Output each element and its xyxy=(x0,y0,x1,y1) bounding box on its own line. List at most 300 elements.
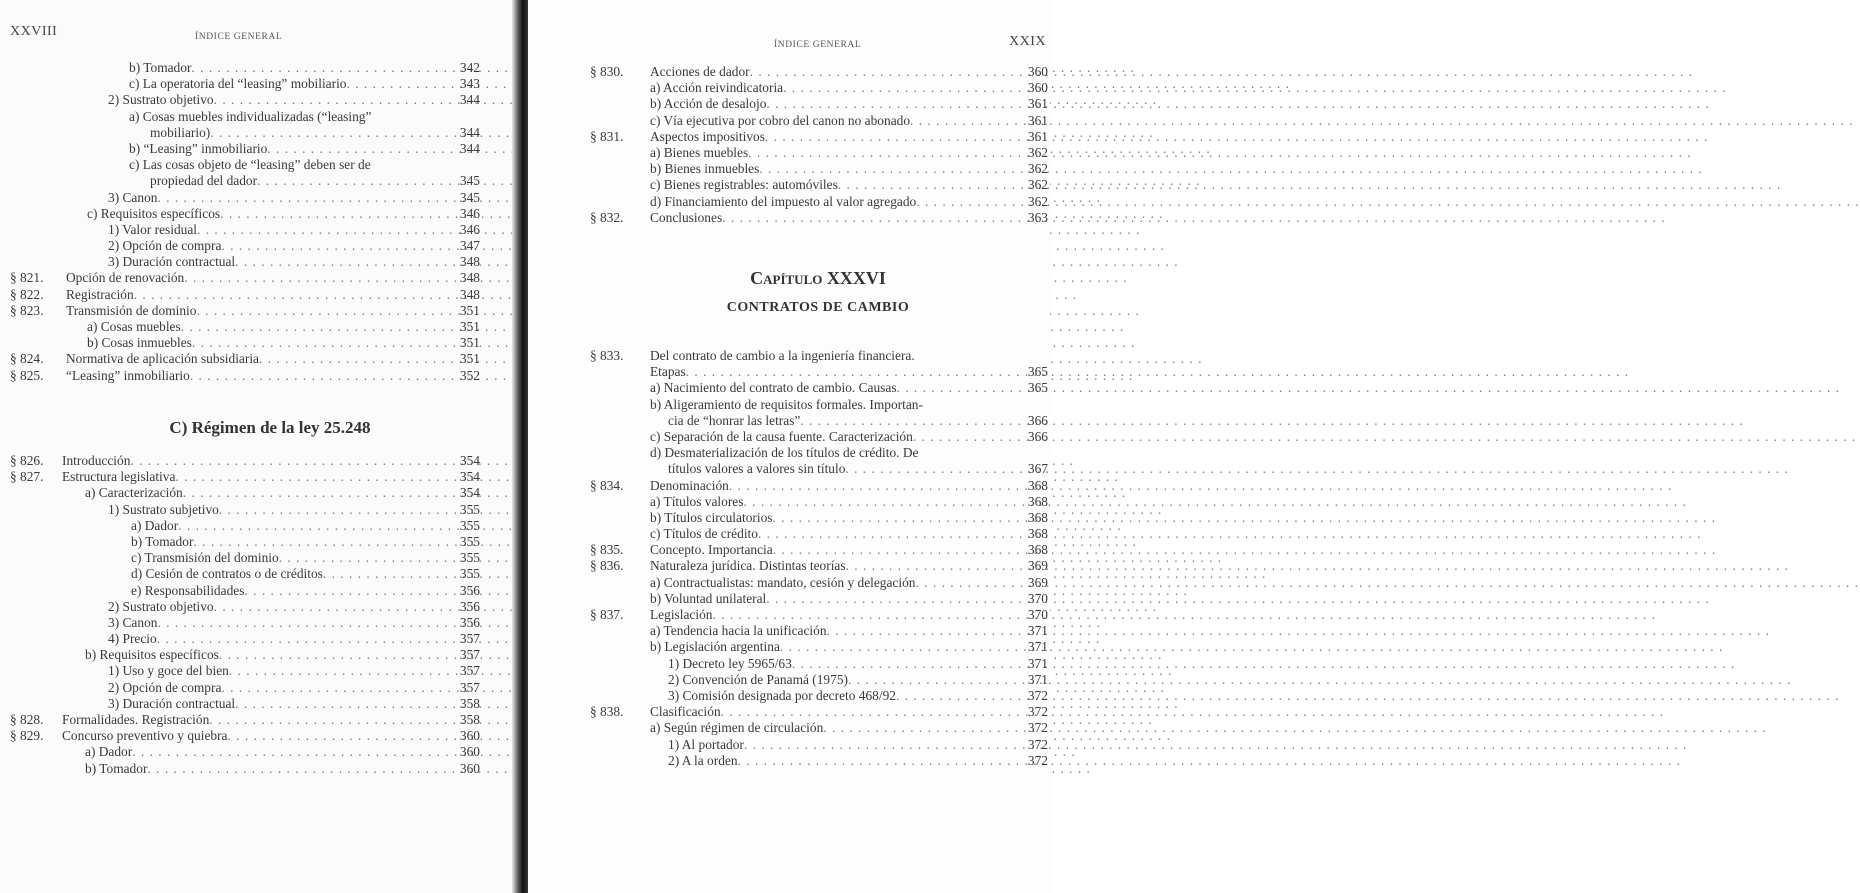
entry-title: c) La operatoria del “leasing” mobiliario xyxy=(129,76,347,92)
leader-dots xyxy=(197,222,452,238)
section-number: § 830. xyxy=(590,64,624,79)
entry-page-number: 342 xyxy=(459,60,480,75)
entry-page-number: 348 xyxy=(459,286,480,302)
toc-entry xyxy=(590,96,1048,112)
entry-page-number: 369 xyxy=(1027,574,1048,590)
toc-entry xyxy=(10,583,480,599)
toc-entry xyxy=(10,453,480,469)
toc-entry xyxy=(10,351,480,367)
entry-page-number: 361 xyxy=(1027,112,1048,128)
leader-dots xyxy=(214,599,452,615)
entry-title: d) Financiamiento del impuesto al valor agregado xyxy=(650,193,917,209)
entry-title: 3) Canon xyxy=(108,614,158,630)
entry-title: d) Cesión de contratos o de créditos xyxy=(131,566,323,582)
entry-title: Aspectos impositivos xyxy=(650,128,765,144)
entry-title: a) Tendencia hacia la unificación xyxy=(650,623,827,639)
leader-dots xyxy=(800,413,1020,429)
toc-entry xyxy=(10,696,480,712)
leader-dots xyxy=(209,712,452,728)
entry-page-number: 372 xyxy=(1027,687,1048,703)
toc-entry xyxy=(590,656,1048,672)
leader-dots xyxy=(157,631,452,647)
entry-page-number: 348 xyxy=(459,254,480,270)
toc-entry xyxy=(590,737,1048,753)
toc-entry xyxy=(10,502,480,518)
toc-entry xyxy=(590,145,1048,161)
leader-dots xyxy=(227,728,452,744)
entry-page-number: 357 xyxy=(459,663,480,679)
left-page xyxy=(0,0,520,893)
entry-title: Formalidades. Registración xyxy=(62,712,210,727)
entry-page-number: 357 xyxy=(459,631,480,647)
section-number: § 831. xyxy=(590,128,624,144)
section-number: § 823. xyxy=(10,302,44,318)
toc-entry xyxy=(10,518,480,534)
entry-title: b) “Leasing” inmobiliario xyxy=(129,140,268,156)
entry-title: b) Requisitos específicos xyxy=(85,647,219,663)
leader-dots xyxy=(780,639,1020,655)
section-number: § 825. xyxy=(10,367,44,383)
entry-page-number: 363 xyxy=(1027,209,1048,225)
entry-title: d) Desmaterialización de los títulos de crédito. De xyxy=(650,445,919,461)
entry-page-number: 360 xyxy=(1027,80,1048,96)
entry-title: Registración xyxy=(66,286,134,302)
entry-page-number: 360 xyxy=(459,728,480,744)
leader-dots xyxy=(235,696,452,712)
entry-page-number: 372 xyxy=(1027,704,1048,720)
entry-title: a) Bienes muebles xyxy=(650,144,749,160)
entry-title: Conclusiones xyxy=(650,209,723,225)
entry-page-number: 371 xyxy=(1027,623,1048,639)
left-page-number: XXVIII xyxy=(10,24,58,39)
toc-entry xyxy=(10,728,480,744)
entry-title: Concepto. Importancia xyxy=(650,542,773,558)
toc-entry xyxy=(590,688,1048,704)
entry-page-number: 348 xyxy=(459,270,480,286)
entry-page-number: 360 xyxy=(1027,64,1048,79)
entry-page-number: 368 xyxy=(1027,477,1048,493)
entry-page-number: 355 xyxy=(459,533,480,549)
leader-dots xyxy=(183,485,452,501)
toc-entry xyxy=(590,623,1048,639)
entry-title: 2) Sustrato objetivo xyxy=(108,92,214,108)
entry-title: a) Acción reivindicatoria xyxy=(650,80,784,96)
leader-dots xyxy=(750,64,1020,80)
entry-title: 3) Duración contractual xyxy=(108,695,236,711)
entry-page-number: 370 xyxy=(1027,590,1048,606)
toc-entry xyxy=(10,680,480,696)
leader-dots xyxy=(219,502,452,518)
toc-entry xyxy=(590,753,1048,769)
toc-entry xyxy=(590,445,1048,461)
entry-title: Acciones de dador xyxy=(650,64,750,79)
entry-title: 2) Convención de Panamá (1975) xyxy=(668,671,848,687)
toc-entry xyxy=(10,303,480,319)
entry-title: c) Separación de la causa fuente. Caracterización xyxy=(650,428,913,444)
leader-dots xyxy=(748,145,1020,161)
entry-page-number: 354 xyxy=(459,453,480,468)
toc-entry xyxy=(590,413,1048,429)
leader-dots xyxy=(323,566,452,582)
entry-title: mobiliario) xyxy=(150,124,211,140)
entry-page-number: 367 xyxy=(1027,461,1048,477)
leader-dots xyxy=(259,351,452,367)
entry-page-number: 344 xyxy=(459,92,480,108)
entry-page-number: 366 xyxy=(1027,412,1048,428)
entry-title: a) Caracterización xyxy=(85,485,183,501)
toc-entry xyxy=(10,599,480,615)
entry-page-number: 357 xyxy=(459,679,480,695)
chapter-label: Capítulo XXXVI xyxy=(750,268,886,288)
leader-dots xyxy=(766,591,1020,607)
toc-entry xyxy=(10,287,480,303)
leader-dots xyxy=(130,453,452,469)
entry-title: Denominación xyxy=(650,477,729,493)
entry-page-number: 369 xyxy=(1027,558,1048,574)
toc-entry xyxy=(10,190,480,206)
section-number: § 824. xyxy=(10,351,44,367)
entry-title: b) Tomador xyxy=(131,533,194,549)
leader-dots xyxy=(221,238,452,254)
entry-title: 1) Valor residual xyxy=(108,221,197,237)
entry-page-number: 371 xyxy=(1027,671,1048,687)
leader-dots xyxy=(772,510,1020,526)
leader-dots xyxy=(214,92,452,108)
toc-entry xyxy=(590,397,1048,413)
leader-dots xyxy=(916,575,1021,591)
entry-page-number: 344 xyxy=(459,140,480,156)
entry-page-number: 362 xyxy=(1027,144,1048,160)
left-toc-list-2 xyxy=(10,453,480,777)
entry-page-number: 372 xyxy=(1027,752,1048,768)
toc-entry xyxy=(10,173,480,189)
toc-entry xyxy=(10,566,480,582)
leader-dots xyxy=(792,656,1020,672)
entry-title: Introducción xyxy=(62,453,131,468)
entry-title: 4) Precio xyxy=(108,631,157,647)
entry-page-number: 355 xyxy=(459,550,480,566)
leader-dots xyxy=(134,287,452,303)
entry-page-number: 351 xyxy=(459,351,480,367)
section-number: § 827. xyxy=(10,469,44,485)
entry-page-number: 356 xyxy=(459,614,480,630)
entry-title: a) Contractualistas: mandato, cesión y delegación xyxy=(650,574,916,590)
toc-entry xyxy=(10,157,480,173)
leader-dots xyxy=(178,518,452,534)
section-number: § 826. xyxy=(10,453,44,468)
entry-title: 3) Duración contractual xyxy=(108,254,236,270)
entry-title: Opción de renovación xyxy=(66,270,185,286)
toc-entry xyxy=(590,429,1048,445)
toc-entry xyxy=(590,161,1048,177)
entry-title: Etapas xyxy=(650,364,686,380)
leader-dots xyxy=(184,270,452,286)
right-toc-list-2 xyxy=(590,348,1048,769)
leader-dots xyxy=(823,720,1020,736)
entry-title: Normativa de aplicación subsidiaria xyxy=(66,351,259,367)
leader-dots xyxy=(229,663,452,679)
entry-title: c) Vía ejecutiva por cobro del canon no abonado xyxy=(650,112,911,128)
entry-title: 2) Sustrato objetivo xyxy=(108,598,214,614)
entry-title: a) Nacimiento del contrato de cambio. Causas xyxy=(650,380,897,396)
leader-dots xyxy=(220,206,452,222)
toc-entry xyxy=(590,526,1048,542)
entry-page-number: 355 xyxy=(459,501,480,517)
toc-entry xyxy=(10,206,480,222)
entry-title: b) Títulos circulatorios xyxy=(650,509,773,525)
toc-entry xyxy=(590,510,1048,526)
toc-entry xyxy=(590,639,1048,655)
entry-title: 2) A la orden xyxy=(668,752,738,768)
leader-dots xyxy=(257,173,452,189)
section-number: § 833. xyxy=(590,348,624,363)
left-section-title: C) Régimen de la ley 25.248 xyxy=(169,418,371,437)
toc-entry xyxy=(590,461,1048,477)
entry-title: b) Acción de desalojo xyxy=(650,96,767,112)
leader-dots xyxy=(175,469,452,485)
leader-dots xyxy=(729,478,1020,494)
toc-entry xyxy=(590,672,1048,688)
toc-entry xyxy=(590,607,1048,623)
leader-dots xyxy=(193,534,452,550)
leader-dots xyxy=(766,96,1020,112)
entry-title: b) Tomador xyxy=(85,760,148,776)
entry-title: 1) Uso y goce del bien xyxy=(108,663,229,679)
entry-title: 1) Sustrato subjetivo xyxy=(108,501,219,517)
entry-page-number: 361 xyxy=(1027,96,1048,112)
entry-page-number: 371 xyxy=(1027,655,1048,671)
entry-page-number: 368 xyxy=(1027,509,1048,525)
leader-dots xyxy=(722,210,1020,226)
toc-entry xyxy=(590,194,1048,210)
entry-title: b) Legislación argentina xyxy=(650,639,780,655)
entry-page-number: 370 xyxy=(1027,607,1048,622)
toc-entry xyxy=(10,550,480,566)
left-toc-list xyxy=(10,60,480,384)
leader-dots xyxy=(743,494,1020,510)
leader-dots xyxy=(157,190,452,206)
entry-page-number: 366 xyxy=(1027,428,1048,444)
toc-entry xyxy=(10,335,480,351)
leader-dots xyxy=(913,429,1020,445)
entry-page-number: 372 xyxy=(1027,720,1048,736)
leader-dots xyxy=(848,672,1020,688)
leader-dots xyxy=(347,76,453,92)
leader-dots xyxy=(132,744,452,760)
entry-title: e) Responsabilidades xyxy=(131,582,245,598)
entry-page-number: 347 xyxy=(459,238,480,254)
toc-entry xyxy=(10,744,480,760)
entry-page-number: 351 xyxy=(459,335,480,351)
entry-title: Del contrato de cambio a la ingeniería financiera. xyxy=(650,348,915,363)
entry-page-number: 344 xyxy=(459,124,480,140)
entry-title: Naturaleza jurídica. Distintas teorías xyxy=(650,558,846,574)
leader-dots xyxy=(758,526,1020,542)
toc-entry xyxy=(10,761,480,777)
toc-entry xyxy=(590,542,1048,558)
entry-page-number: 355 xyxy=(459,566,480,582)
toc-entry xyxy=(590,80,1048,96)
leader-dots xyxy=(897,380,1020,396)
toc-entry xyxy=(10,368,480,384)
leader-dots xyxy=(147,761,452,777)
leader-dots xyxy=(191,60,452,76)
entry-title: c) Bienes registrables: automóviles xyxy=(650,177,838,193)
entry-page-number: 371 xyxy=(1027,639,1048,655)
toc-entry xyxy=(10,469,480,485)
entry-page-number: 343 xyxy=(459,76,480,92)
entry-page-number: 362 xyxy=(1027,193,1048,209)
toc-entry xyxy=(10,125,480,141)
entry-page-number: 356 xyxy=(459,582,480,598)
entry-page-number: 365 xyxy=(1027,380,1048,396)
entry-page-number: 365 xyxy=(1027,364,1048,380)
toc-entry xyxy=(590,575,1048,591)
leader-dots xyxy=(181,319,452,335)
entry-title: b) Voluntad unilateral xyxy=(650,590,767,606)
chapter-title: CONTRATOS DE CAMBIO xyxy=(726,300,910,315)
entry-page-number: 372 xyxy=(1027,736,1048,752)
entry-title: b) Tomador xyxy=(129,60,192,75)
entry-title: Legislación xyxy=(650,607,713,622)
leader-dots xyxy=(267,141,452,157)
entry-title: b) Bienes inmuebles xyxy=(650,161,760,177)
entry-page-number: 346 xyxy=(459,221,480,237)
entry-title: b) Cosas inmuebles xyxy=(87,335,192,351)
entry-page-number: 368 xyxy=(1027,542,1048,558)
toc-entry xyxy=(10,485,480,501)
entry-page-number: 360 xyxy=(459,744,480,760)
leader-dots xyxy=(192,335,452,351)
entry-page-number: 345 xyxy=(459,173,480,189)
section-number: § 822. xyxy=(10,286,44,302)
toc-entry xyxy=(590,348,1048,364)
toc-entry xyxy=(590,558,1048,574)
section-number: § 832. xyxy=(590,209,624,225)
toc-entry xyxy=(590,494,1048,510)
entry-title: c) Transmisión del dominio xyxy=(131,550,279,566)
toc-entry xyxy=(10,270,480,286)
entry-title: a) Según régimen de circulación xyxy=(650,720,824,736)
toc-entry xyxy=(590,720,1048,736)
entry-title: cia de “honrar las letras” xyxy=(668,412,801,428)
leader-dots xyxy=(738,753,1020,769)
leader-dots xyxy=(219,647,452,663)
leader-dots xyxy=(916,194,1020,210)
leader-dots xyxy=(721,704,1020,720)
leader-dots xyxy=(773,542,1020,558)
section-number: § 829. xyxy=(10,728,44,744)
entry-title: a) Dador xyxy=(131,517,179,533)
leader-dots xyxy=(196,303,452,319)
entry-title: c) Títulos de crédito xyxy=(650,526,758,542)
section-number: § 821. xyxy=(10,270,44,286)
leader-dots xyxy=(783,80,1020,96)
entry-page-number: 357 xyxy=(459,647,480,663)
toc-entry xyxy=(590,380,1048,396)
toc-entry xyxy=(590,113,1048,129)
toc-entry xyxy=(10,631,480,647)
toc-entry xyxy=(10,647,480,663)
toc-entry xyxy=(590,210,1048,226)
leader-dots xyxy=(157,615,452,631)
entry-title: c) Las cosas objeto de “leasing” deben ser de xyxy=(129,157,371,173)
entry-title: títulos valores a valores sin título xyxy=(668,461,846,477)
toc-entry xyxy=(10,319,480,335)
entry-page-number: 362 xyxy=(1027,177,1048,193)
entry-title: “Leasing” inmobiliario xyxy=(66,367,190,383)
leader-dots xyxy=(838,177,1020,193)
entry-title: propiedad del dador xyxy=(150,173,258,189)
leader-dots xyxy=(190,368,452,384)
toc-entry xyxy=(10,141,480,157)
toc-entry xyxy=(10,222,480,238)
entry-page-number: 351 xyxy=(459,319,480,334)
entry-page-number: 354 xyxy=(459,469,480,485)
entry-title: b) Aligeramiento de requisitos formales. Importan- xyxy=(650,396,923,412)
entry-title: 3) Comisión designada por decreto 468/92 xyxy=(668,687,896,703)
entry-page-number: 358 xyxy=(459,695,480,711)
right-running-header: ÍNDICE GENERAL xyxy=(774,40,862,50)
entry-page-number: 361 xyxy=(1027,128,1048,144)
toc-entry xyxy=(590,591,1048,607)
entry-page-number: 345 xyxy=(459,189,480,205)
section-number: § 837. xyxy=(590,607,624,622)
entry-title: a) Cosas muebles individualizadas (“leasing” xyxy=(129,108,372,124)
leader-dots xyxy=(279,550,452,566)
leader-dots xyxy=(244,583,452,599)
leader-dots xyxy=(744,737,1020,753)
entry-title: a) Cosas muebles xyxy=(87,319,181,334)
section-number: § 838. xyxy=(590,704,624,720)
entry-page-number: 354 xyxy=(459,485,480,501)
leader-dots xyxy=(712,607,1020,623)
leader-dots xyxy=(210,125,452,141)
entry-page-number: 360 xyxy=(459,760,480,776)
entry-title: 2) Opción de compra xyxy=(108,238,222,254)
toc-entry xyxy=(590,64,1048,80)
entry-title: 1) Al portador xyxy=(668,736,744,752)
toc-entry xyxy=(590,129,1048,145)
section-number: § 836. xyxy=(590,558,624,574)
leader-dots xyxy=(235,254,452,270)
leader-dots xyxy=(759,161,1020,177)
right-toc-list xyxy=(590,64,1048,226)
section-number: § 835. xyxy=(590,542,624,558)
entry-page-number: 355 xyxy=(459,517,480,533)
leader-dots xyxy=(686,364,1020,380)
leader-dots xyxy=(221,680,452,696)
entry-page-number: 351 xyxy=(459,302,480,318)
leader-dots xyxy=(846,558,1020,574)
entry-title: Concurso preventivo y quiebra xyxy=(62,728,228,744)
toc-entry xyxy=(10,615,480,631)
entry-page-number: 368 xyxy=(1027,526,1048,542)
entry-title: Transmisión de dominio xyxy=(66,302,197,318)
entry-title: a) Títulos valores xyxy=(650,493,744,509)
entry-page-number: 356 xyxy=(459,598,480,614)
toc-entry xyxy=(10,712,480,728)
leader-dots xyxy=(896,688,1020,704)
toc-entry xyxy=(10,76,480,92)
toc-entry xyxy=(10,238,480,254)
entry-title: 3) Canon xyxy=(108,189,158,205)
leader-dots xyxy=(827,623,1020,639)
toc-entry xyxy=(10,60,480,76)
entry-title: Estructura legislativa xyxy=(62,469,176,485)
toc-entry xyxy=(590,177,1048,193)
section-number: § 828. xyxy=(10,712,44,727)
